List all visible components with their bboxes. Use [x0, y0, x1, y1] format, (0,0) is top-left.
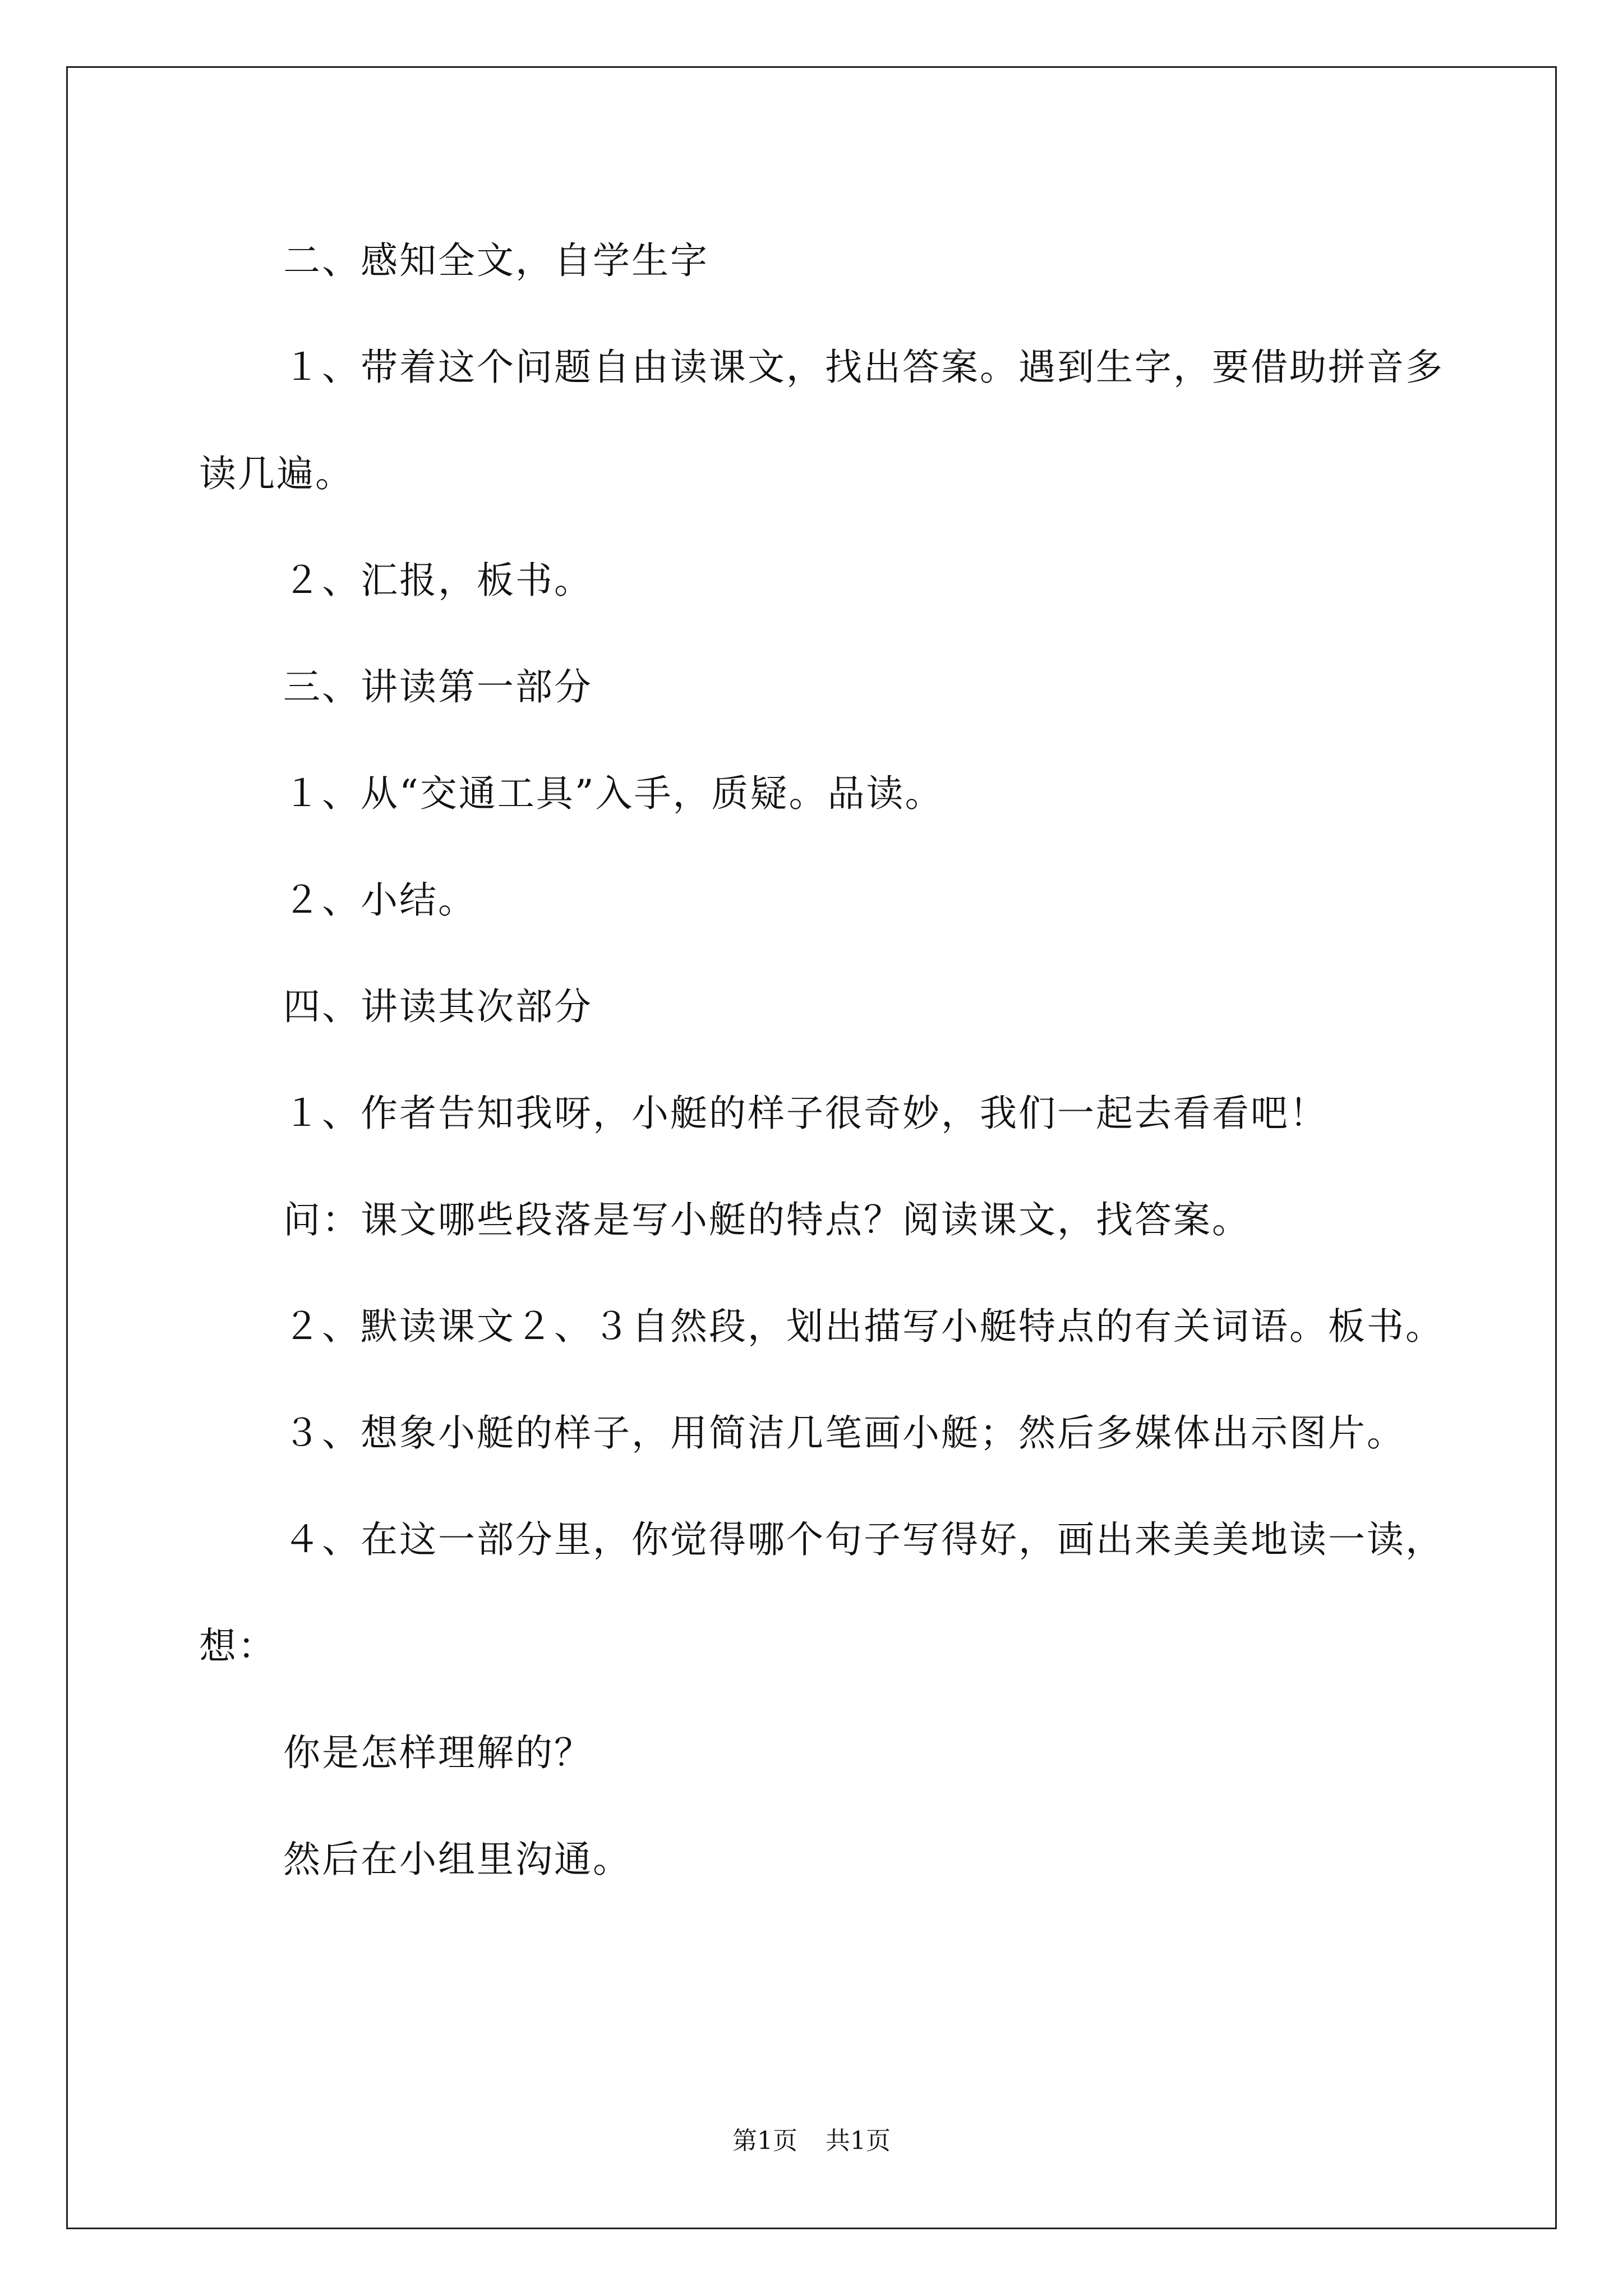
section-heading: 三、讲读第一部分 [283, 665, 593, 708]
document-body [199, 208, 1461, 1913]
paragraph: １、带着这个问题自由读课文，找出答案。遇到生字，要借助拼音多读几遍。 [199, 346, 1444, 495]
paragraph: 然后在小组里沟通。 [283, 1838, 631, 1881]
paragraph: ３、想象小艇的样子，用简洁几笔画小艇；然后多媒体出示图片。 [283, 1411, 1405, 1455]
paragraph: １、从“交通工具”入手，质疑。品读。 [283, 772, 944, 815]
page-number-current: 第1页 [732, 2127, 797, 2155]
paragraph: １、作者告知我呀，小艇的样子很奇妙，我们一起去看看吧！ [283, 1092, 1328, 1135]
paragraph: ２、小结。 [283, 878, 477, 922]
section-heading: 四、讲读其次部分 [283, 985, 593, 1028]
paragraph: 你是怎样理解的？ [283, 1731, 593, 1774]
page-footer [0, 2120, 1623, 2156]
paragraph: 问：课文哪些段落是写小艇的特点？阅读课文，找答案。 [283, 1198, 1251, 1241]
paragraph: ４、在这一部分里，你觉得哪个句子写得好，画出来美美地读一读，想： [199, 1518, 1444, 1668]
page-number-total: 共1页 [826, 2127, 891, 2155]
paragraph: ２、汇报，板书。 [283, 559, 593, 602]
paragraph: ２、默读课文２、３自然段，划出描写小艇特点的有关词语。板书。 [283, 1305, 1444, 1348]
section-heading: 二、感知全文，自学生字 [283, 239, 709, 282]
